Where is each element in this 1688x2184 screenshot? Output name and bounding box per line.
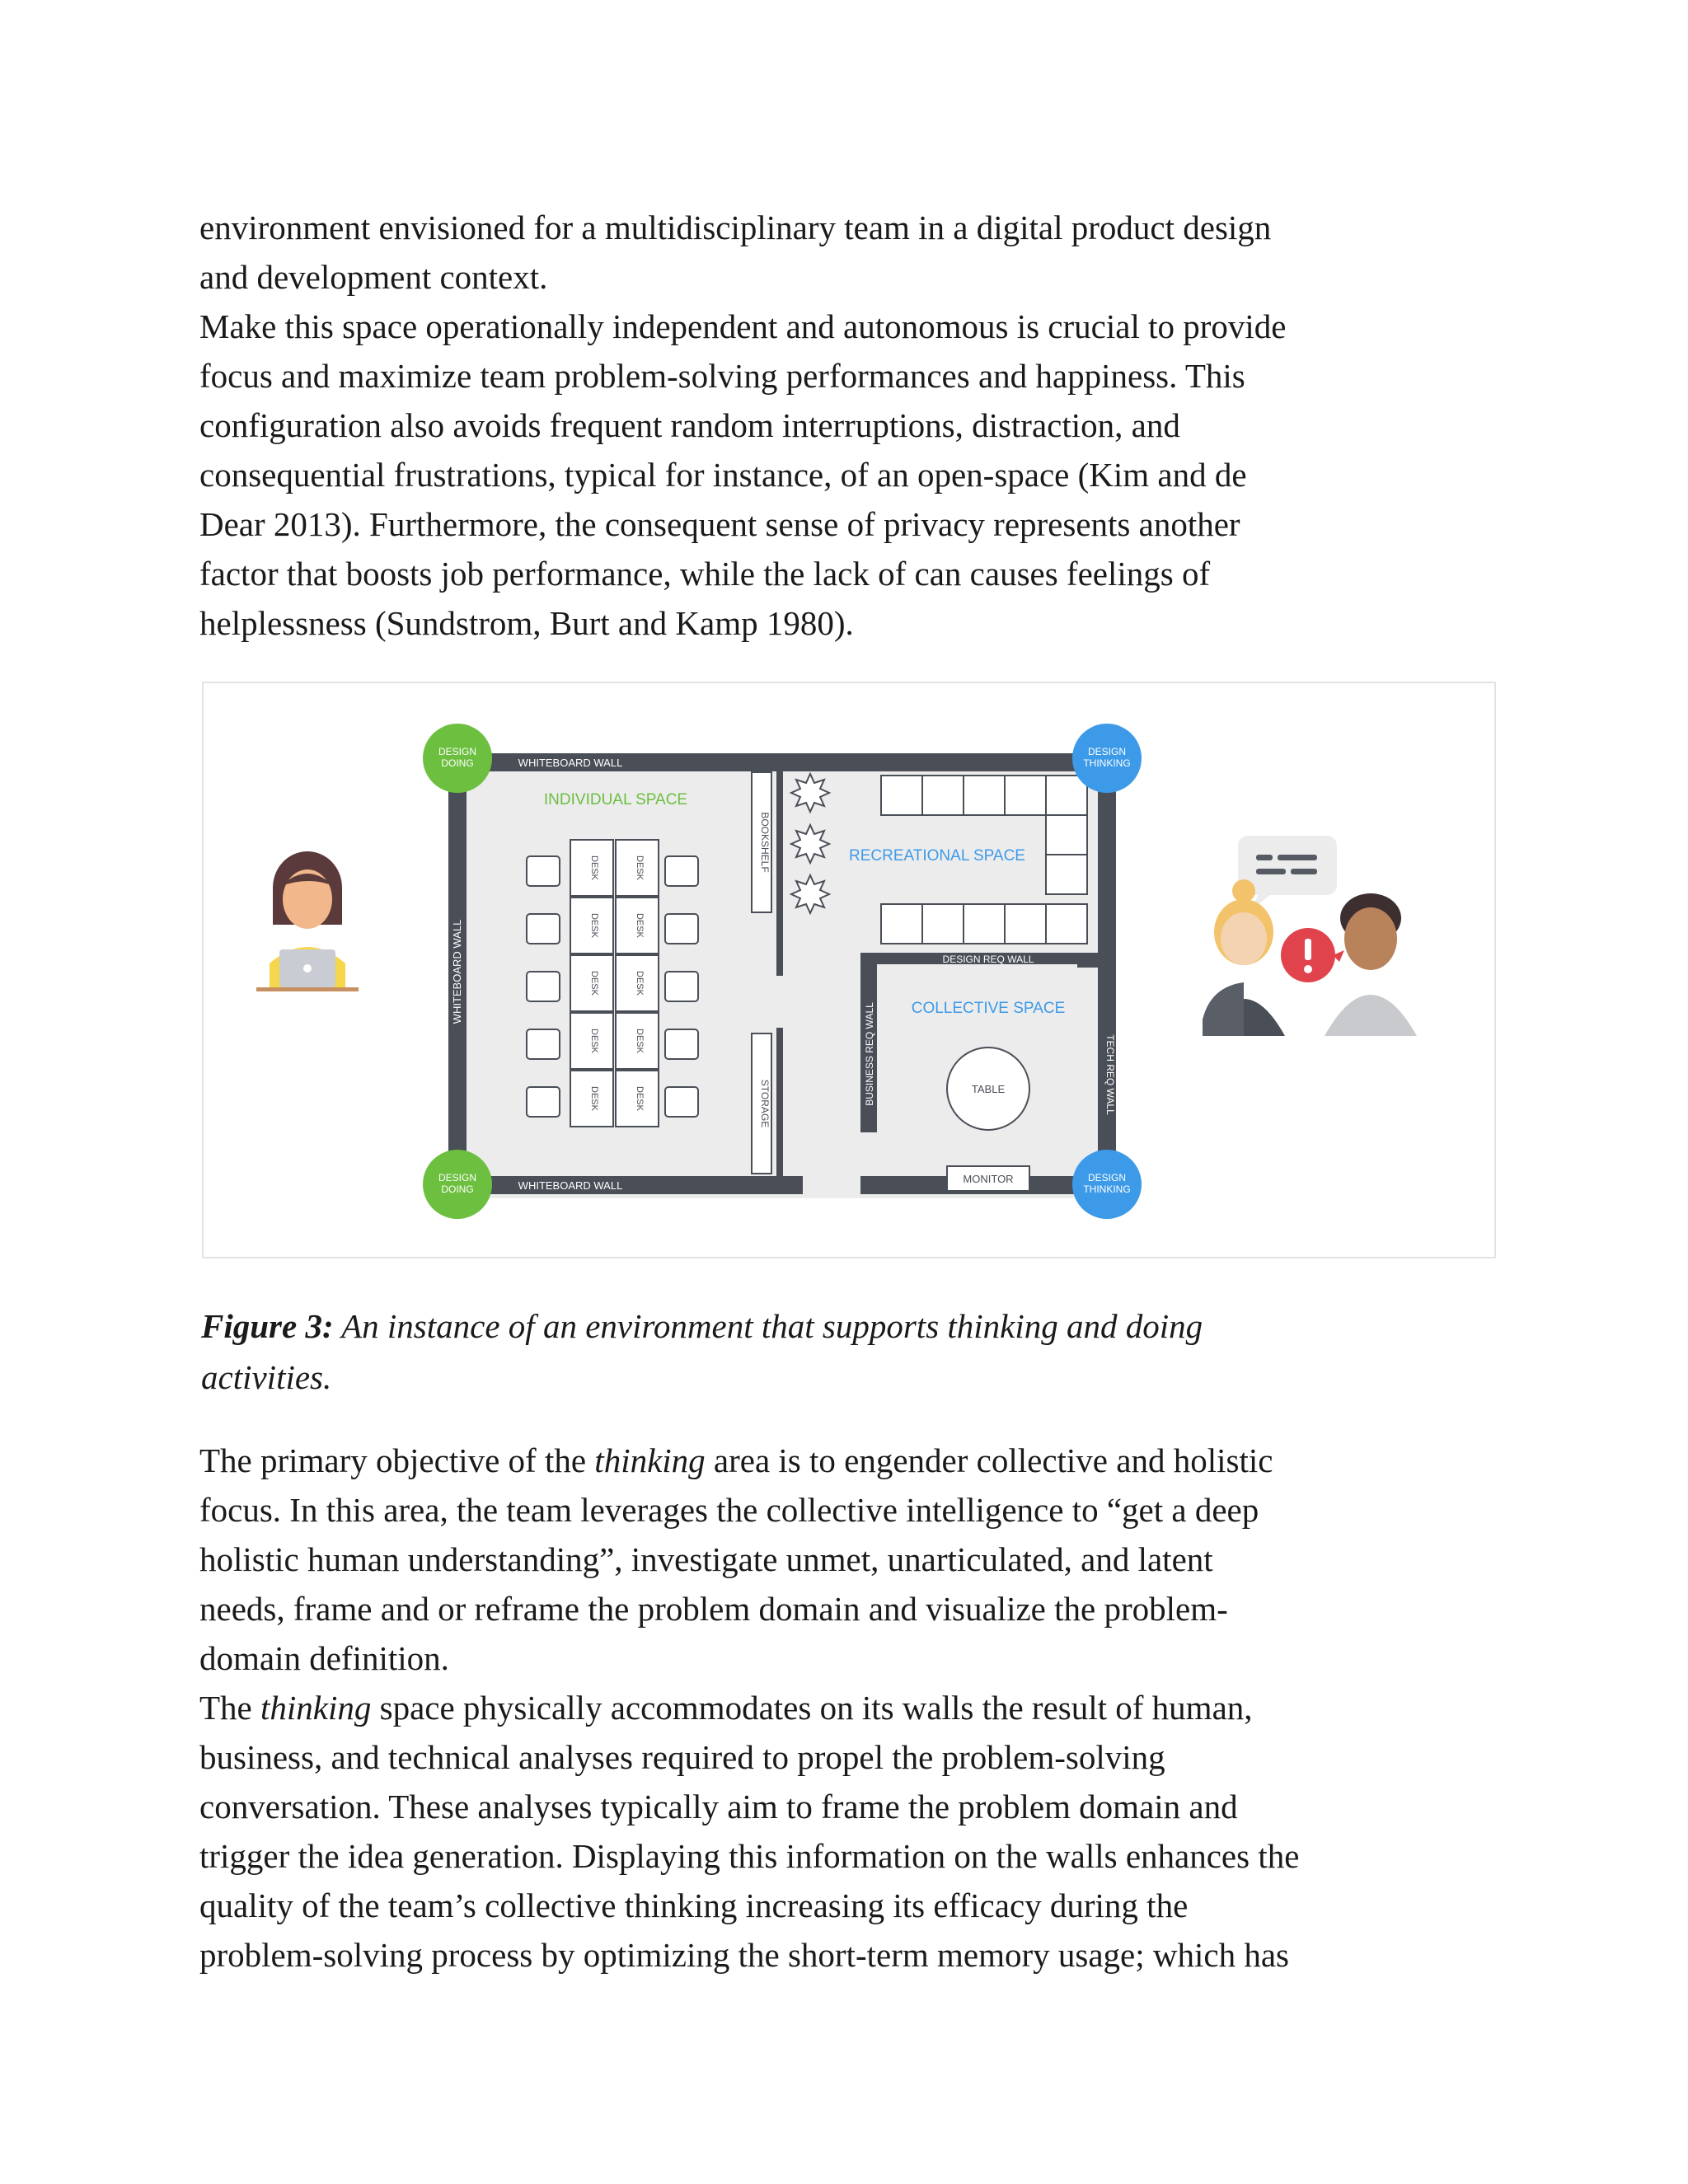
text-line: focus and maximize team problem-solving performances and happiness. This bbox=[199, 357, 1245, 395]
badge-line: DOING bbox=[441, 757, 474, 769]
caption-text: An instance of an environment that supports thinking and doing bbox=[333, 1307, 1203, 1345]
bottom-wall-left bbox=[448, 1176, 803, 1194]
chair bbox=[665, 914, 698, 944]
text-line bbox=[199, 1436, 1518, 1485]
recreational-star-icons bbox=[791, 774, 829, 913]
chair bbox=[665, 856, 698, 886]
whiteboard-wall-top-label: WHITEBOARD WALL bbox=[518, 757, 623, 769]
text-line: factor that boosts job performance, while the lack of can causes feelings of bbox=[199, 555, 1211, 593]
badge-line: DESIGN bbox=[438, 1172, 477, 1183]
figure-3-floorplan bbox=[202, 682, 1496, 1258]
design-doing-badge-bottom bbox=[423, 1150, 492, 1219]
design-thinking-badge-top bbox=[1072, 724, 1142, 793]
torso-shade bbox=[1203, 982, 1244, 1036]
text-line: configuration also avoids frequent random interruptions, distraction, and bbox=[199, 406, 1180, 444]
person-laptop-icon bbox=[256, 851, 359, 991]
text-line: domain definition. bbox=[199, 1639, 449, 1677]
body-paragraph-top bbox=[199, 203, 1518, 648]
seat bbox=[1046, 904, 1087, 944]
design-req-wall-label: DESIGN REQ WALL bbox=[942, 954, 1034, 965]
bun bbox=[1232, 879, 1255, 902]
desk-label: DESK bbox=[635, 971, 645, 996]
bubble-text bbox=[1291, 869, 1317, 874]
alert-mark bbox=[1305, 939, 1311, 960]
seat bbox=[922, 904, 964, 944]
chair bbox=[527, 1087, 560, 1117]
recreational-space-label: RECREATIONAL SPACE bbox=[849, 847, 1025, 865]
badge-line: THINKING bbox=[1083, 1183, 1131, 1195]
torso bbox=[1325, 995, 1417, 1036]
text-line: problem-solving process by optimizing the short-term memory usage; which has bbox=[199, 1936, 1289, 1974]
desk-label: DESK bbox=[635, 1086, 645, 1111]
text-line: needs, frame and or reframe the problem domain and visualize the problem- bbox=[199, 1590, 1228, 1628]
individual-space-label: INDIVIDUAL SPACE bbox=[543, 791, 688, 808]
text-run: space physically accommodates on its walls the result of human, bbox=[371, 1689, 1253, 1727]
chair bbox=[527, 914, 560, 944]
text-line: helplessness (Sundstrom, Burt and Kamp 1980). bbox=[199, 604, 854, 642]
text-line: consequential frustrations, typical for instance, of an open-space (Kim and de bbox=[199, 456, 1247, 494]
seat bbox=[964, 776, 1005, 815]
badge-line: DESIGN bbox=[1087, 1172, 1127, 1183]
chair bbox=[527, 972, 560, 1001]
bubble-text bbox=[1256, 855, 1273, 860]
chair bbox=[527, 1029, 560, 1059]
text-line: Make this space operationally independent and autonomous is crucial to provide bbox=[199, 307, 1287, 345]
seat bbox=[964, 904, 1005, 944]
chair bbox=[527, 856, 560, 886]
text-line: business, and technical analyses required to propel the problem-solving bbox=[199, 1738, 1165, 1776]
text-run: The primary objective of the bbox=[199, 1441, 595, 1479]
bubble-text bbox=[1278, 855, 1317, 860]
desk-label: DESK bbox=[635, 855, 645, 880]
monitor-label: MONITOR bbox=[963, 1173, 1014, 1185]
desk-label: DESK bbox=[589, 1029, 599, 1053]
chair bbox=[665, 1029, 698, 1059]
seat bbox=[881, 776, 922, 815]
text-line bbox=[199, 1683, 1518, 1732]
partition-upper bbox=[776, 766, 783, 976]
seat bbox=[1005, 776, 1046, 815]
right-wall bbox=[1098, 753, 1116, 1194]
text-line: focus. In this area, the team leverages the collective intelligence to “get a deep bbox=[199, 1491, 1259, 1529]
design-thinking-badge-bottom bbox=[1072, 1150, 1142, 1219]
seat bbox=[1046, 815, 1087, 855]
star-icon bbox=[791, 774, 829, 812]
collective-space-label: COLLECTIVE SPACE bbox=[911, 1000, 1066, 1017]
tech-req-wall-label: TECH REQ WALL bbox=[1104, 1034, 1116, 1115]
seat bbox=[1046, 776, 1087, 815]
body-paragraph-bottom bbox=[199, 1436, 1518, 1980]
design-doing-badge-top bbox=[423, 724, 492, 793]
desk-label: DESK bbox=[589, 913, 599, 938]
badge-line: DOING bbox=[441, 1183, 474, 1195]
seat bbox=[1005, 904, 1046, 944]
floorplan-diagram bbox=[204, 683, 1498, 1260]
desk-label: DESK bbox=[589, 971, 599, 996]
wall-joint bbox=[1077, 953, 1100, 968]
bookshelf-label: BOOKSHELF bbox=[759, 812, 771, 873]
bubble-text bbox=[1256, 869, 1286, 874]
face bbox=[1221, 912, 1267, 965]
business-req-wall-label: BUSINESS REQ WALL bbox=[864, 1002, 875, 1106]
chair bbox=[665, 1087, 698, 1117]
star-icon bbox=[791, 875, 829, 913]
laptop-logo bbox=[303, 964, 312, 972]
chair bbox=[665, 972, 698, 1001]
desk-label: DESK bbox=[635, 913, 645, 938]
text-run: area is to engender collective and holistic bbox=[705, 1441, 1273, 1479]
text-run: The bbox=[199, 1689, 260, 1727]
text-line: trigger the idea generation. Displaying this information on the walls enhances the bbox=[199, 1837, 1300, 1875]
alert-dot bbox=[1304, 965, 1312, 973]
seat bbox=[881, 904, 922, 944]
discussion-icon bbox=[1203, 836, 1417, 1036]
text-line: conversation. These analyses typically aim to frame the problem domain and bbox=[199, 1788, 1238, 1825]
text-line: environment envisioned for a multidisciplinary team in a digital product design bbox=[199, 209, 1272, 246]
emphasis: thinking bbox=[594, 1441, 706, 1479]
face bbox=[1344, 907, 1397, 970]
desk-label: DESK bbox=[589, 855, 599, 880]
text-line: holistic human understanding”, investigate unmet, unarticulated, and latent bbox=[199, 1540, 1213, 1578]
figure-label: Figure 3: bbox=[201, 1307, 334, 1345]
desk-label: DESK bbox=[589, 1086, 599, 1111]
text-line: quality of the team’s collective thinking increasing its efficacy during the bbox=[199, 1886, 1189, 1924]
badge-line: DESIGN bbox=[438, 746, 477, 757]
star-icon bbox=[791, 825, 829, 863]
text-line: and development context. bbox=[199, 258, 548, 296]
desk-label: DESK bbox=[635, 1029, 645, 1053]
partition-lower bbox=[776, 1028, 783, 1180]
emphasis: thinking bbox=[260, 1689, 372, 1727]
figure-caption bbox=[201, 1301, 1520, 1403]
whiteboard-wall-left-label: WHITEBOARD WALL bbox=[451, 919, 463, 1024]
seat bbox=[1046, 855, 1087, 894]
badge-line: DESIGN bbox=[1087, 746, 1127, 757]
badge-line: THINKING bbox=[1083, 757, 1131, 769]
seat bbox=[922, 776, 964, 815]
storage-label: STORAGE bbox=[759, 1079, 771, 1128]
desk-line bbox=[256, 987, 359, 991]
table-label: TABLE bbox=[971, 1083, 1006, 1095]
caption-text: activities. bbox=[201, 1358, 332, 1396]
whiteboard-wall-bottom-label: WHITEBOARD WALL bbox=[518, 1179, 623, 1192]
text-line: Dear 2013). Furthermore, the consequent sense of privacy represents another bbox=[199, 505, 1240, 543]
